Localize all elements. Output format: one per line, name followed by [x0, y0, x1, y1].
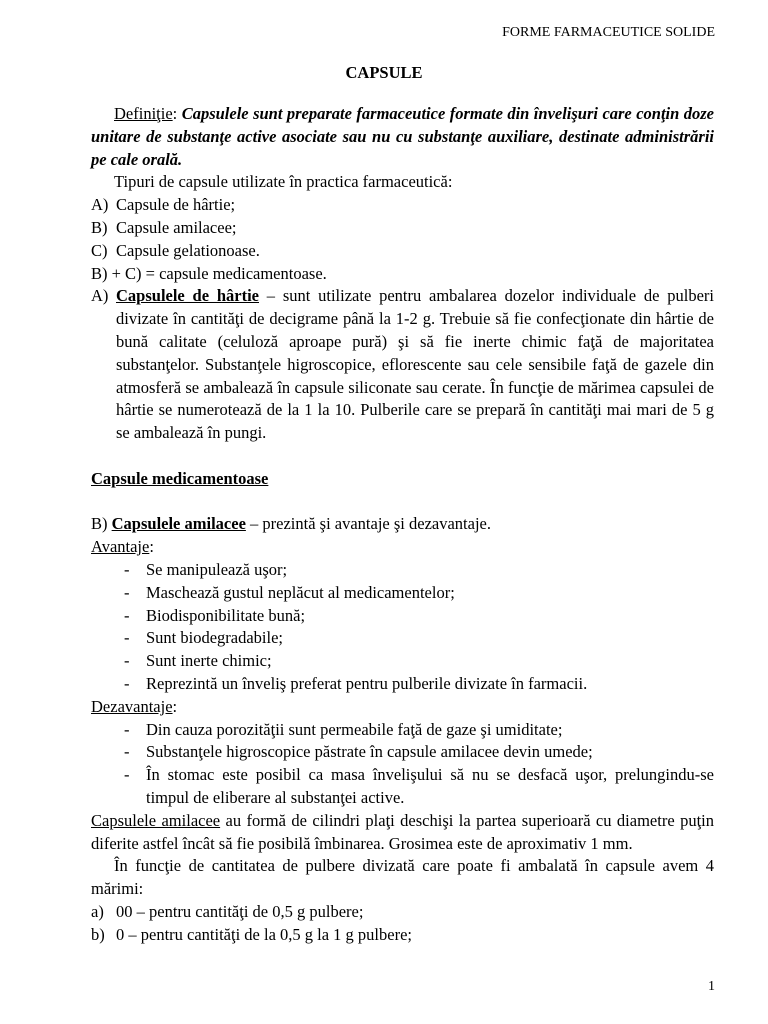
- disadvantage-text: Din cauza porozităţii sunt permeabile faţă de gaze şi umiditate;: [146, 719, 563, 739]
- advantage-item: [91, 627, 714, 650]
- definition-paragraph: [91, 103, 714, 171]
- advantage-item: [91, 559, 714, 582]
- disadvantage-item: [91, 741, 714, 764]
- amilacee-text: – prezintă şi avantaje şi dezavantaje.: [245, 514, 491, 534]
- size-item-label: b): [91, 924, 105, 944]
- shape-paragraph: [91, 810, 714, 856]
- shape-text: au formă de cilindri plaţi deschişi la partea superioară cu diametre puţin diferite astfel încât să fie posibilă îmbinarea. Grosimea este de aproximativ 1 mm.: [91, 810, 714, 853]
- advantages-label: Avantaje: [91, 537, 150, 557]
- disadvantage-text: Substanţele higroscopice păstrate în capsule amilacee devin umede;: [146, 742, 593, 762]
- advantage-text: Sunt inerte chimic;: [146, 651, 272, 671]
- definition-label: Definiţie: [114, 104, 173, 123]
- dash-bullet: -: [124, 765, 130, 785]
- type-item: [91, 194, 714, 217]
- advantage-text: Maschează gustul neplăcut al medicamentelor;: [146, 582, 455, 602]
- dash-bullet: -: [124, 742, 130, 762]
- types-summary: B) + C) = capsule medicamentoase.: [91, 263, 327, 283]
- advantage-text: Reprezintă un înveliş preferat pentru pulberile divizate în farmacii.: [146, 673, 588, 693]
- type-item-label: A): [91, 195, 109, 215]
- advantage-text: Se manipulează uşor;: [146, 559, 288, 579]
- spacer: [91, 491, 714, 514]
- disadvantage-text: În stomac este posibil ca masa învelişului să nu se desfacă uşor, prelungindu-se timpul de eliberare al substanţei active.: [146, 765, 714, 807]
- size-item: [91, 901, 714, 924]
- paper-capsules-section: [91, 285, 714, 445]
- amilacee-label: B): [91, 514, 108, 534]
- type-item-text: Capsule gelationoase.: [116, 240, 260, 260]
- size-item-text: 00 – pentru cantităţi de 0,5 g pulbere;: [116, 901, 364, 921]
- page-number: 1: [708, 979, 715, 994]
- dash-bullet: -: [124, 719, 130, 739]
- advantages-heading: Avantaje:: [91, 537, 154, 557]
- paper-text: – sunt utilizate pentru ambalarea dozelor individuale de pulberi divizate în cantităţi de decigrame până la 1-2 g. Trebuie să fie confecţionate din hârtie de bună calitate (celuloză aproape pură) şi să fie inerte chimic faţă de majoritatea substanţelor. Substanţele higroscopice, eflorescente sau cele sensibile faţă de gazele din atmosferă se ambalează în capsule siliconate sau cerate. În funcţie de mărimea capsulei de hârtie se numerotează de la 1 la 10. Pulberile care se prepară în cantităţi mai mari de 5 g se ambalează în pungi.: [116, 286, 714, 443]
- advantage-item: [91, 605, 714, 628]
- disadvantage-item: [91, 764, 714, 810]
- advantage-text: Sunt biodegradabile;: [146, 628, 284, 648]
- dash-bullet: -: [124, 673, 130, 693]
- advantage-item: [91, 582, 714, 605]
- page-title: CAPSULE: [345, 63, 423, 82]
- advantage-item: [91, 650, 714, 673]
- definition-text: Capsulele sunt preparate farmaceutice formate din învelişuri care conţin doze unitare de substanţe active asociate sau nu cu substanţe auxiliare, destinate administrării pe cale orală.: [91, 104, 714, 169]
- advantage-text: Biodisponibilitate bună;: [146, 605, 306, 625]
- dash-bullet: -: [124, 605, 130, 625]
- paper-title: Capsulele de hârtie: [116, 286, 259, 306]
- type-item: [91, 217, 714, 240]
- type-item-text: Capsule amilacee;: [116, 217, 237, 237]
- size-item-label: a): [91, 901, 104, 921]
- disadvantages-label: Dezavantaje: [91, 696, 173, 716]
- paper-paragraph: [116, 285, 714, 445]
- advantage-item: [91, 673, 714, 696]
- type-item-label: B): [91, 217, 108, 237]
- type-item: [91, 240, 714, 263]
- disadvantage-item: [91, 719, 714, 742]
- dash-bullet: -: [124, 628, 130, 648]
- disadvantages-heading: Dezavantaje:: [91, 696, 178, 716]
- running-header: FORME FARMACEUTICE SOLIDE: [502, 25, 715, 40]
- document-body: [91, 103, 714, 946]
- sizes-intro: În funcţie de cantitatea de pulbere divizată care poate fi ambalată în capsule avem 4 mărimi:: [91, 856, 714, 899]
- spacer: [91, 445, 714, 468]
- medicated-heading: Capsule medicamentoase: [91, 468, 269, 488]
- dash-bullet: -: [124, 582, 130, 602]
- size-item-text: 0 – pentru cantităţi de la 0,5 g la 1 g pulbere;: [116, 924, 412, 944]
- type-item-text: Capsule de hârtie;: [116, 195, 236, 215]
- dash-bullet: -: [124, 559, 130, 579]
- type-item-label: C): [91, 240, 108, 260]
- definition-colon: :: [172, 104, 178, 123]
- size-item: [91, 924, 714, 947]
- dash-bullet: -: [124, 651, 130, 671]
- amilacee-title: Capsulele amilacee: [111, 514, 246, 534]
- types-intro: Tipuri de capsule utilizate în practica farmaceutică:: [114, 172, 453, 192]
- paper-label: A): [91, 286, 109, 306]
- shape-title: Capsulele amilacee: [91, 810, 221, 830]
- amilacee-intro: [91, 513, 714, 536]
